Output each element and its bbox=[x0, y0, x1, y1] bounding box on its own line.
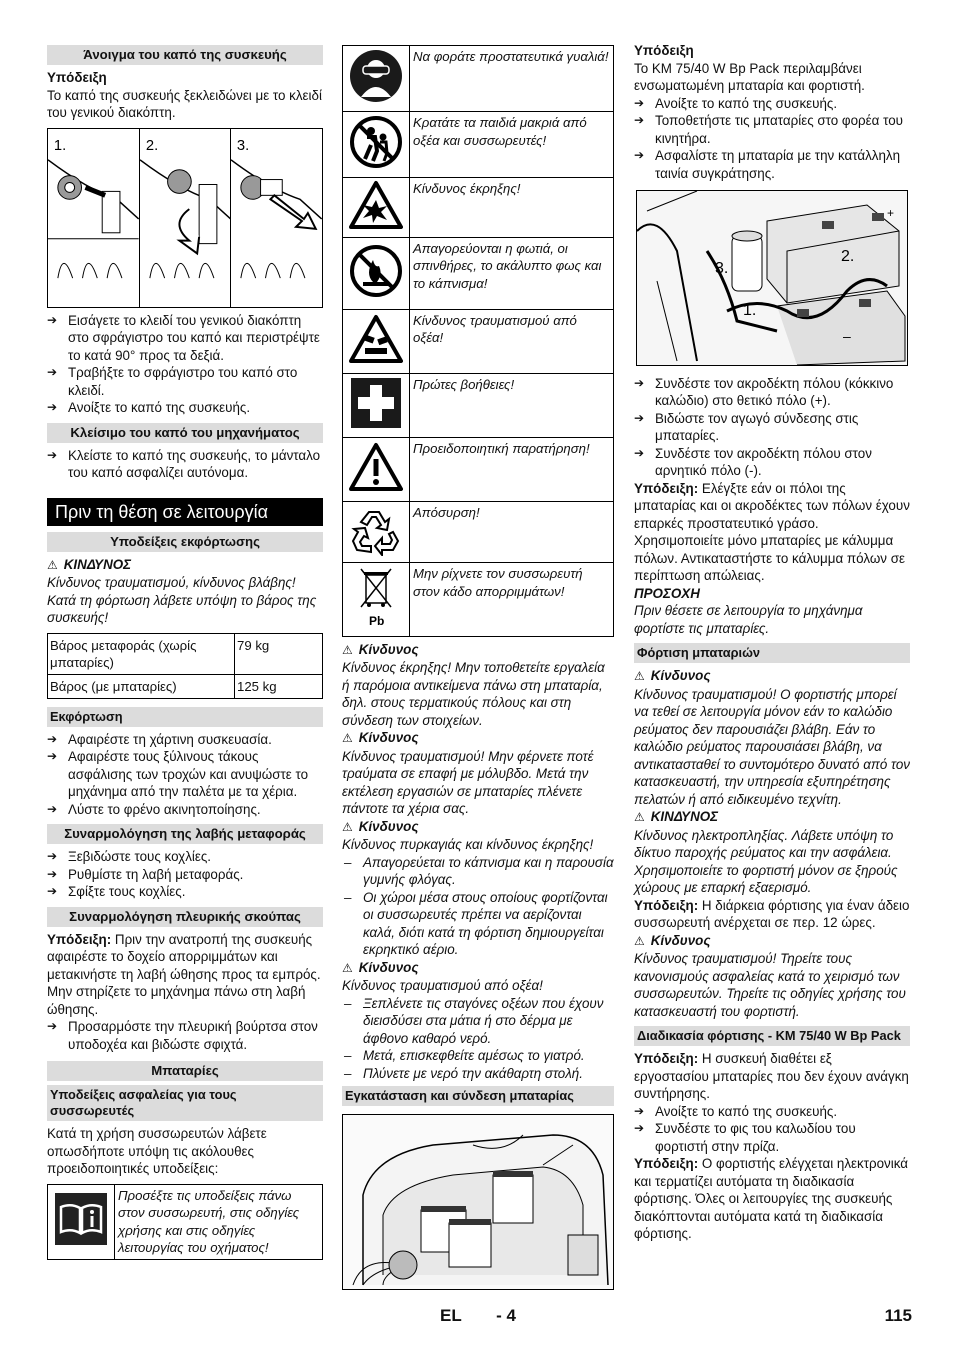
heading-unloading-notes: Υποδείξεις εκφόρτωσης bbox=[47, 532, 323, 552]
list-item: – Ξεπλένετε τις σταγόνες οξέων που έχουν διεισδύσει στα μάτια ή στο δέρμα με άφθονο καθαρό νερό. bbox=[342, 995, 614, 1048]
danger-text: Κίνδυνος τραυματισμού! Τηρείτε τους κανονισμούς ασφαλείας κατά το χειρισμό των συσσωρευτών. Τηρείτε τις οδηγίες χρήσης του κατασκευαστή του φορτιστή. bbox=[634, 951, 906, 1019]
bin-crossed-icon bbox=[349, 565, 403, 629]
symbol-text: Κίνδυνος έκρηξης! bbox=[410, 178, 614, 238]
column-middle bbox=[342, 45, 614, 1295]
danger-text: Κίνδυνος τραυματισμού! Ο φορτιστής μπορεί να τεθεί σε λειτουργία μόνον εάν το καλώδιο ρεύματος δεν παρουσιάζει βλάβη. Εάν το καλώδιο ρεύματος παρουσιάσει βλάβη, να αντικατασταθεί το συντομότερο δυνατό από τον κατασκευαστή, την υπηρεσία εξυπηρέτησης πελατών ή από ειδικευμένο τεχνίτη. bbox=[634, 686, 910, 807]
manual-info-icon bbox=[55, 1193, 107, 1245]
column-right bbox=[634, 42, 910, 1243]
weight-table bbox=[47, 633, 323, 699]
step-item: ➔ Βιδώστε τον αγωγό σύνδεσης στις μπαταρίες. bbox=[634, 410, 910, 445]
danger-label: ⚠ Κίνδυνος bbox=[342, 730, 419, 745]
figure-step-2 bbox=[140, 128, 232, 308]
note-label: Υπόδειξη bbox=[634, 43, 694, 58]
symbol-text: Να φοράτε προστατευτικά γυαλιά! bbox=[410, 46, 614, 112]
table-row bbox=[343, 501, 614, 563]
symbol-text: Κρατάτε τα παιδιά μακριά από οξέα και συσσωρευτές! bbox=[410, 112, 614, 178]
note-text: Υπόδειξη: Η συσκευή διαθέτει εξ εργοστασίου μπαταρίες που δεν έχουν ανάγκη συντήρησης. bbox=[634, 1051, 909, 1101]
danger-label: ⚠ Κίνδυνος bbox=[342, 959, 419, 975]
column-left bbox=[47, 42, 323, 1260]
section-title-before-operation: Πριν τη θέση σε λειτουργία bbox=[47, 498, 323, 526]
explosion-icon bbox=[349, 180, 403, 230]
figure-step-3 bbox=[231, 128, 323, 308]
danger-text: Κίνδυνος τραυματισμού! Μην φέρνετε ποτέ τραύματα σε επαφή με μόλυβδο. Μετά την εκτέλεση εργασιών σε μπαταρίες πλένετε πάντοτε τα χέρια σας. bbox=[342, 748, 594, 816]
heading-charging-procedure: Διαδικασία φόρτισης - KM 75/40 W Bp Pack bbox=[634, 1026, 910, 1046]
warning-triangle-icon: ⚠ bbox=[342, 642, 353, 657]
step-item: ➔ Ανοίξτε το καπό της συσκευής. bbox=[634, 95, 910, 113]
step-label: 1. bbox=[53, 137, 67, 154]
heading-close-hood: Κλείσιμο του καπό του μηχανήματος bbox=[47, 423, 323, 443]
list-item: – Απαγορεύεται το κάπνισμα και η παρουσία γυμνής φλόγας. bbox=[342, 854, 614, 889]
danger-label: ⚠ Κίνδυνος bbox=[342, 641, 419, 657]
manual-note-text: Προσέξτε τις υποδείξεις πάνω στον συσσωρευτή, στις οδηγίες χρήσης και στις οδηγίες λειτουργίας του οχήματος! bbox=[115, 1184, 323, 1259]
figure-battery-connection bbox=[636, 190, 908, 366]
warning-triangle-icon: ⚠ bbox=[342, 960, 353, 975]
table-row bbox=[343, 373, 614, 437]
heading-open-hood: Άνοιγμα του καπό της συσκευής bbox=[47, 45, 323, 65]
table-row bbox=[343, 112, 614, 178]
caution-text: Πριν θέσετε σε λειτουργία το μηχάνημα φορτίστε τις μπαταρίες. bbox=[634, 603, 863, 636]
note-text: Υπόδειξη: Η διάρκεια φόρτισης για έναν άδειο συσσωρευτή ανέρχεται σε περ. 12 ώρες. bbox=[634, 897, 910, 930]
table-row bbox=[343, 563, 614, 637]
broom-note: Υπόδειξη: Πριν την ανατροπή της συσκευής αφαιρέστε το δοχείο απορριμμάτων και μετακινήστε τη λαβή ώθησης προς τα εμπρός. Μην στηρίζετε το μηχάνημα πάνω στη λαβή ώθησης. bbox=[47, 931, 321, 1017]
figure-step-1 bbox=[47, 128, 140, 308]
callout-label: 1. bbox=[743, 302, 757, 319]
svg-text:–: – bbox=[843, 328, 851, 344]
table-row bbox=[48, 1184, 323, 1259]
step-item: ➔ Κλείστε το καπό της συσκευής, το μάνταλο του καπό ασφαλίζει αυτόνομα. bbox=[47, 447, 323, 482]
step-item: ➔ Αφαιρέστε τους ξύλινους τάκους ασφάλισης των τροχών και ανυψώστε το μηχάνημα από την παλέτα με τα χέρια. bbox=[47, 748, 323, 801]
weight-label: Βάρος (με μπαταρίες) bbox=[48, 674, 235, 698]
danger-label: ⚠ Κίνδυνος bbox=[342, 818, 419, 834]
table-row bbox=[343, 437, 614, 501]
page-number: 115 bbox=[884, 1306, 912, 1325]
danger-text: Κίνδυνος πυρκαγιάς και κίνδυνος έκρηξης! bbox=[342, 837, 594, 852]
step-item: ➔ Ξεβιδώστε τους κοχλίες. bbox=[47, 848, 323, 866]
callout-label: 2. bbox=[841, 248, 855, 265]
step-item: ➔ Συνδέστε τον ακροδέκτη πόλου (κόκκινο καλώδιο) στο θετικό πόλο (+). bbox=[634, 375, 910, 410]
table-row bbox=[343, 178, 614, 238]
step-item: ➔ Αφαιρέστε τη χάρτινη συσκευασία. bbox=[47, 731, 323, 749]
step-item: ➔ Σφίξτε τους κοχλίες. bbox=[47, 883, 323, 901]
symbol-text: Πρώτες βοήθειες! bbox=[410, 373, 614, 437]
caution-label: ΠΡΟΣΟΧΗ bbox=[634, 585, 700, 601]
note-label: Υπόδειξη bbox=[47, 70, 107, 85]
note-text: Υπόδειξη: Ελέγξτε εάν οι πόλοι της μπαταρίας και οι ακροδέκτες των πόλων έχουν επαρκές προστατευτικό γράσο. Χρησιμοποιείτε μόνο μπαταρίες με κάλυμμα πόλων. Αντικαταστήστε το κάλυμμα πόλων σε περίπτωση απώλειας. bbox=[634, 480, 910, 583]
battery-symbols-table bbox=[342, 45, 614, 637]
keep-children-away-icon bbox=[349, 115, 403, 169]
warning-triangle-icon: ⚠ bbox=[634, 669, 645, 683]
weight-value: 125 kg bbox=[235, 674, 323, 698]
weight-label: Βάρος μεταφοράς (χωρίς μπαταρίες) bbox=[48, 633, 235, 674]
list-item: – Μετά, επισκεφθείτε αμέσως το γιατρό. bbox=[342, 1047, 614, 1065]
step-item: ➔ Ανοίξτε το καπό της συσκευής. bbox=[634, 1103, 910, 1121]
callout-label: 3. bbox=[715, 260, 729, 277]
table-row bbox=[343, 46, 614, 112]
warning-triangle-icon: ⚠ bbox=[342, 731, 353, 745]
table-row bbox=[343, 237, 614, 309]
step-item: ➔ Ασφαλίστε τη μπαταρία με την κατάλληλη ταινία συγκράτησης. bbox=[634, 147, 910, 182]
weight-value: 79 kg bbox=[235, 633, 323, 674]
step-item: ➔ Συνδέστε τον ακροδέκτη πόλου στον αρνητικό πόλο (-). bbox=[634, 445, 910, 480]
lead-symbol: Pb bbox=[369, 614, 385, 628]
symbol-text: Προειδοποιητική παρατήρηση! bbox=[410, 437, 614, 501]
heading-side-broom: Συναρμολόγηση πλευρικής σκούπας bbox=[47, 907, 323, 927]
warning-icon bbox=[349, 442, 403, 492]
symbol-text: Μην ρίχνετε τον συσσωρευτή στον κάδο απορριμμάτων! bbox=[410, 563, 614, 637]
step-item: ➔ Λύστε το φρένο ακινητοποίησης. bbox=[47, 801, 323, 819]
step-label: 2. bbox=[145, 137, 158, 154]
table-row bbox=[343, 309, 614, 373]
safety-text: Κατά τη χρήση συσσωρευτών λάβετε οπωσδήποτε υπόψη τις ακόλουθες προειδοποιητικές υποδείξεις: bbox=[47, 1126, 267, 1176]
recycle-icon bbox=[349, 504, 403, 556]
step-item: ➔ Ανοίξτε το καπό της συσκευής. bbox=[47, 399, 323, 417]
language-code: EL bbox=[440, 1306, 462, 1325]
figure-battery-install bbox=[342, 1114, 614, 1290]
symbol-text: Απαγορεύονται η φωτιά, οι σπινθήρες, το ακάλυπτο φως και το κάπνισμα! bbox=[410, 237, 614, 309]
danger-label: ⚠ Κίνδυνος bbox=[634, 668, 711, 683]
list-item: – Οι χώροι μέσα στους οποίους φορτίζονται οι συσσωρευτές πρέπει να αερίζονται καλά, διότι κατά τη φόρτιση δημιουργείται εκρηκτικό αέριο. bbox=[342, 889, 614, 959]
page-footer bbox=[440, 1306, 915, 1326]
danger-text: Κίνδυνος τραυματισμού, κίνδυνος βλάβης! Κατά τη φόρτωση λάβετε υπόψη το βάρος της συσκευής! bbox=[47, 575, 317, 625]
heading-battery-safety: Υποδείξεις ασφαλείας για τους συσσωρευτές bbox=[47, 1085, 323, 1121]
heading-handle-assembly: Συναρμολόγηση της λαβής μεταφοράς bbox=[47, 824, 323, 844]
svg-text:+: + bbox=[887, 206, 895, 220]
danger-label: ⚠ ΚΙΝΔΥΝΟΣ bbox=[47, 556, 132, 572]
manual-note-box bbox=[47, 1184, 323, 1260]
step-label: 3. bbox=[237, 137, 250, 154]
note-text: Το KM 75/40 W Bp Pack περιλαμβάνει ενσωματωμένη μπαταρία και φορτιστή. bbox=[634, 60, 865, 93]
acid-icon bbox=[349, 314, 403, 364]
symbol-text: Κίνδυνος τραυματισμού από οξέα! bbox=[410, 309, 614, 373]
danger-text: Κίνδυνος τραυματισμού από οξέα! bbox=[342, 978, 543, 993]
figure-hood-key bbox=[47, 128, 323, 308]
step-item: ➔ Προσαρμόστε την πλευρική βούρτσα στον υποδοχέα και βιδώστε σφιχτά. bbox=[47, 1018, 323, 1053]
note-text: Το καπό της συσκευής ξεκλειδώνει με το κλειδί του γενικού διακόπτη. bbox=[47, 87, 322, 120]
warning-triangle-icon: ⚠ bbox=[634, 933, 645, 948]
danger-label: ⚠ ΚΙΝΔΥΝΟΣ bbox=[634, 809, 719, 824]
danger-text: Κίνδυνος ηλεκτροπληξίας. Λάβετε υπόψη το δίκτυο παροχής ρεύματος και την ασφάλεια. Χρησιμοποιείτε το φορτιστή μόνον σε ξηρούς χώρους με επαρκή εξαερισμό. bbox=[634, 827, 898, 895]
step-item: ➔ Εισάγετε το κλειδί του γενικού διακόπτη στο σφράγιστρο του καπό και περιστρέψτε το κατά 90° προς τα δεξιά. bbox=[47, 312, 323, 365]
warning-triangle-icon: ⚠ bbox=[342, 819, 353, 834]
warning-triangle-icon: ⚠ bbox=[47, 557, 58, 572]
note-text: Υπόδειξη: Ο φορτιστής ελέγχεται ηλεκτρονικά και τερματίζει αυτόματα τη διαδικασία φόρτισης. Όλες οι λειτουργίες της συσκευής διακόπτονται αυτόματα κατά τη διαδικασία φόρτισης. bbox=[634, 1156, 908, 1241]
danger-text: Κίνδυνος έκρηξης! Μην τοποθετείτε εργαλεία ή παρόμοια αντικείμενα πάνω στη μπαταρία, δηλ. στους τερματικούς πόλους και στη σύνδεση των στοιχείων. bbox=[342, 660, 605, 728]
warning-triangle-icon: ⚠ bbox=[634, 810, 645, 824]
danger-label: ⚠ Κίνδυνος bbox=[634, 932, 711, 948]
goggles-icon bbox=[349, 49, 403, 103]
no-fire-icon bbox=[349, 244, 403, 298]
step-item: ➔ Τοποθετήστε τις μπαταρίες στο φορέα του κινητήρα. bbox=[634, 112, 910, 147]
table-row bbox=[48, 633, 323, 674]
first-aid-icon bbox=[350, 377, 402, 429]
heading-battery-install: Εγκατάσταση και σύνδεση μπαταρίας bbox=[342, 1086, 614, 1106]
heading-unloading: Εκφόρτωση bbox=[47, 707, 323, 727]
step-item: ➔ Συνδέστε το φις του καλωδίου του φορτιστή στην πρίζα. bbox=[634, 1120, 910, 1155]
list-item: – Πλύνετε με νερό την ακάθαρτη στολή. bbox=[342, 1065, 614, 1083]
symbol-text: Απόσυρση! bbox=[410, 501, 614, 563]
heading-batteries: Μπαταρίες bbox=[47, 1061, 323, 1081]
heading-battery-charging: Φόρτιση μπαταριών bbox=[634, 643, 910, 663]
step-item: ➔ Ρυθμίστε τη λαβή μεταφοράς. bbox=[47, 866, 323, 884]
table-row bbox=[48, 674, 323, 698]
section-number: - 4 bbox=[496, 1306, 516, 1325]
step-item: ➔ Τραβήξτε το σφράγιστρο του καπό στο κλειδί. bbox=[47, 364, 323, 399]
